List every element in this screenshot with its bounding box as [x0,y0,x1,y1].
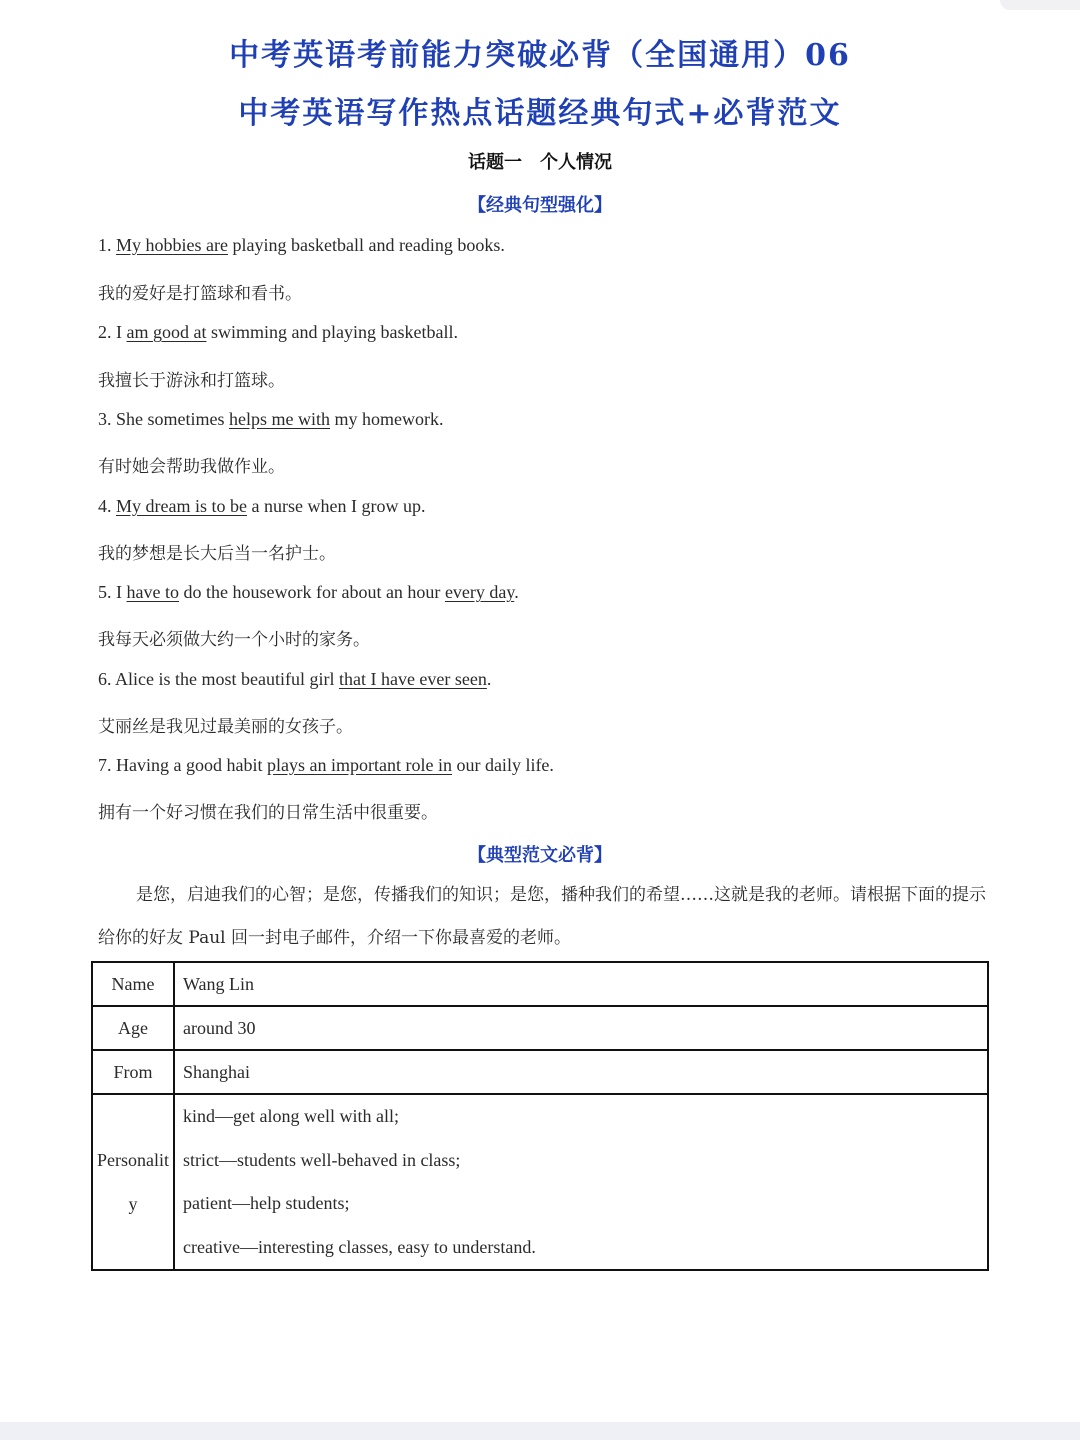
sentence-en-5: 5. I have to do the housework for about an hour every day. [98,582,519,602]
sentence-en-3: 3. She sometimes helps me with my homework. [98,409,444,429]
sentence-cn-4: 我的梦想是长大后当一名护士。 [98,544,336,564]
sentence-en-1: 1. My hobbies are playing basketball and reading books. [98,235,505,255]
document-title: 中考英语考前能力突破必背（全国通用）06 [229,38,851,73]
table-row [92,962,988,1006]
sentence-en-4: 4. My dream is to be a nurse when I grow up. [98,496,426,516]
sentence-cn-2: 我擅长于游泳和打篮球。 [98,371,285,391]
sentence-en-7: 7. Having a good habit plays an important role in our daily life. [98,755,554,775]
sentence-cn-3: 有时她会帮助我做作业。 [98,457,285,477]
sentence-en-2: 2. I am good at swimming and playing basketball. [98,322,458,342]
topic-heading: 话题一 个人情况 [468,152,612,173]
bottom-bar [0,1422,1080,1440]
page-corner [1000,0,1080,10]
personality-key-line-1: Personalit [97,1150,169,1170]
table-key-from: From [92,1050,174,1094]
table-row [92,1006,988,1050]
table-row [92,1050,988,1094]
table-key-age: Age [92,1006,174,1050]
sentence-cn-5: 我每天必须做大约一个小时的家务。 [98,630,370,650]
table-row [92,1094,988,1270]
sentences-section-heading: 【经典句型强化】 [468,195,612,216]
personality-item: kind—get along well with all; [183,1106,399,1126]
sentence-en-6: 6. Alice is the most beautiful girl that I have ever seen. [98,669,492,689]
personality-item: strict—students well-behaved in class; [183,1149,461,1170]
essay-section-heading: 【典型范文必背】 [468,845,612,866]
table-key-name: Name [92,962,174,1006]
sentence-cn-6: 艾丽丝是我见过最美丽的女孩子。 [98,717,353,737]
essay-prompt: 是您，启迪我们的心智；是您，传播我们的知识；是您，播种我们的希望……这就是我的老师。请根据下面的提示给你的好友 Paul 回一封电子邮件，介绍一下你最喜爱的老师。 [98,885,986,948]
table-value-from: Shanghai [174,1050,988,1094]
personality-item: creative—interesting classes, easy to understand. [183,1236,536,1257]
table-key-personality [92,1094,174,1270]
teacher-info-table [91,961,989,1271]
table-value-name: Wang Lin [174,962,988,1006]
table-value-personality [174,1094,988,1270]
sentence-cn-1: 我的爱好是打篮球和看书。 [98,284,302,304]
sentence-cn-7: 拥有一个好习惯在我们的日常生活中很重要。 [98,803,438,823]
personality-key-line-2: y [128,1194,138,1214]
document-subtitle: 中考英语写作热点话题经典句式+必背范文 [238,96,842,131]
personality-item: patient—help students; [183,1193,350,1213]
table-value-age: around 30 [174,1006,988,1050]
